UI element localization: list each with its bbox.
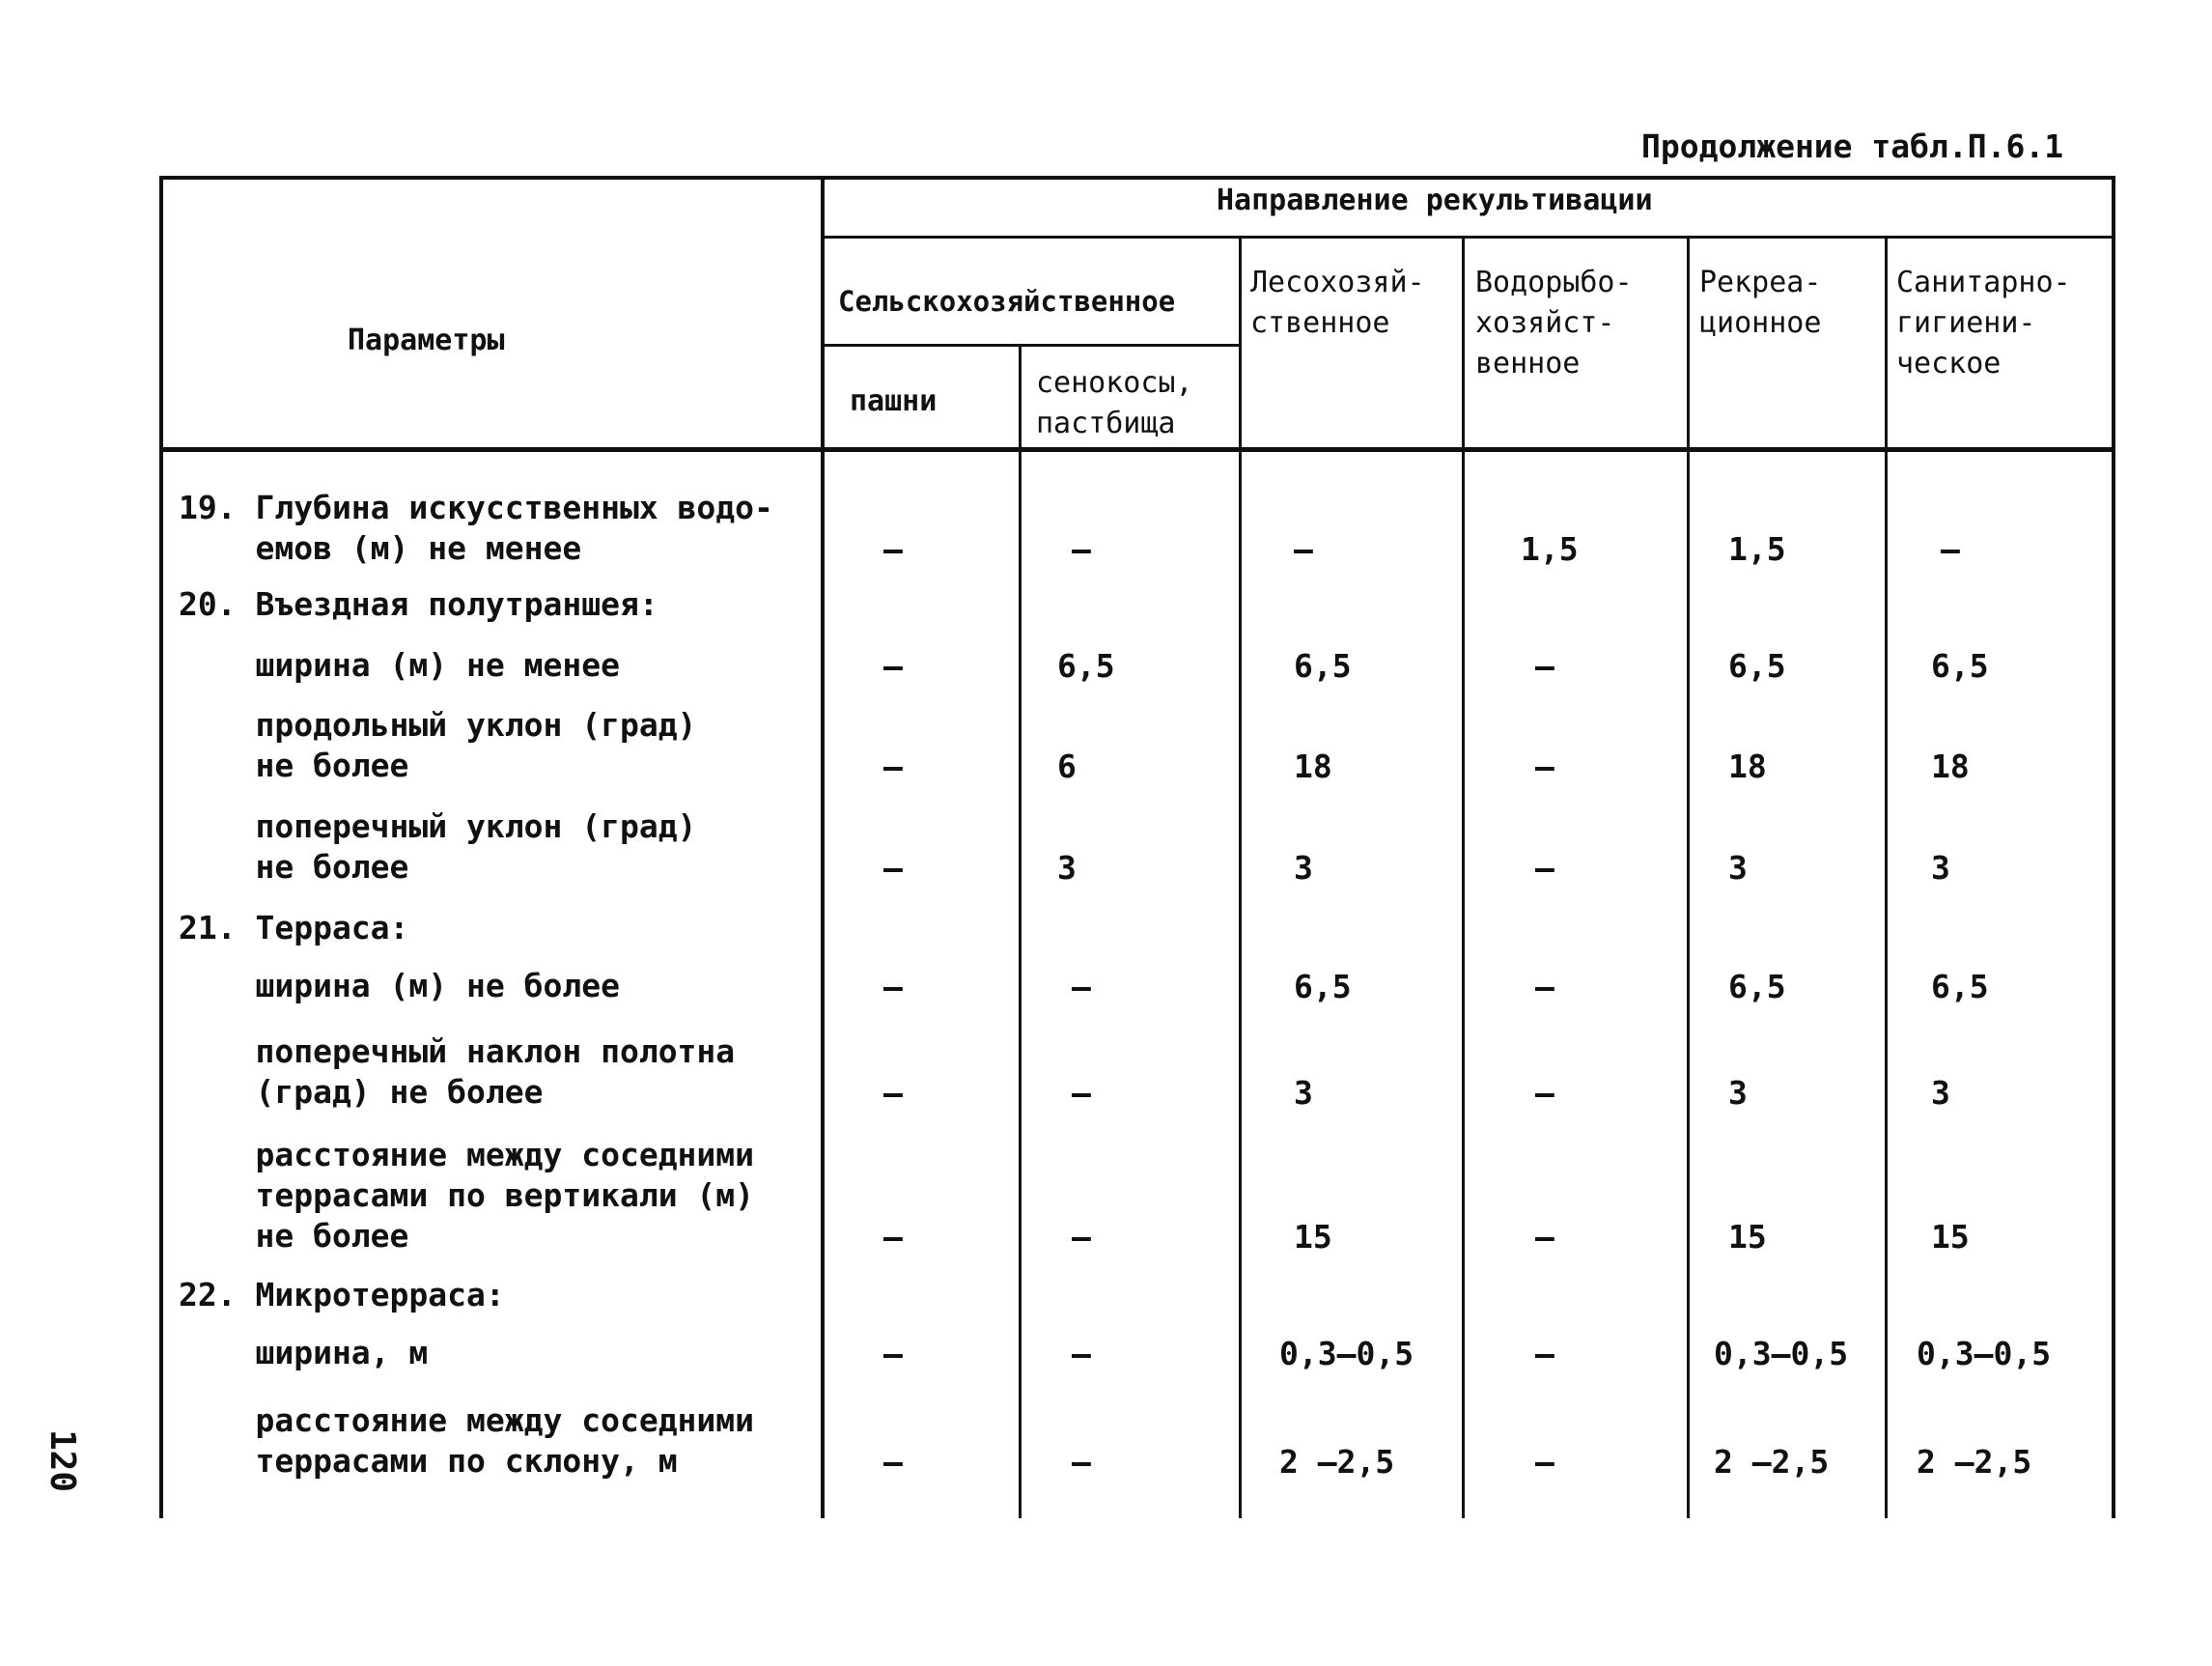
table-cell: 15 [1931, 1218, 1970, 1256]
table-cell: 3 [1931, 849, 1950, 887]
table-cell: – [1072, 1218, 1091, 1256]
col-divider-3 [1239, 236, 1242, 1518]
direction-header: Направление рекультивации [1217, 184, 1653, 217]
table-row-param: продольный уклон (град) не более [255, 706, 697, 784]
table-cell: – [883, 1074, 903, 1112]
page-number: 120 [42, 1429, 82, 1493]
col-divider-4 [1462, 236, 1465, 1518]
table-row-param: 21. Терраса: [179, 909, 409, 946]
table-cell: – [1294, 530, 1313, 568]
table-row-param: ширина (м) не более [179, 967, 620, 1004]
table-cell: 3 [1931, 1074, 1950, 1112]
params-header: Параметры [348, 324, 505, 357]
table-cell: 2 –2,5 [1279, 1443, 1395, 1481]
agri-header-underline [823, 344, 1240, 347]
table-cell: – [883, 849, 903, 887]
table-cell: 6,5 [1931, 647, 1989, 685]
table-row-param: поперечный наклон полотна (град) не более [255, 1032, 736, 1111]
table-row-param: ширина (м) не менее [179, 646, 620, 684]
table-cell: 18 [1931, 748, 1970, 785]
table-cell: 3 [1294, 849, 1313, 887]
table-top-border [159, 176, 2114, 180]
table-cell: – [1072, 1335, 1091, 1372]
table-cell: 6,5 [1294, 647, 1352, 685]
table-cell: – [883, 748, 903, 785]
table-cell: 6,5 [1728, 968, 1786, 1005]
table-caption: Продолжение табл.П.6.1 [1641, 127, 2064, 165]
sanitary-header: Санитарно- гигиени- ческое [1896, 266, 2071, 381]
table-row-param: 19. Глубина искусственных водо- емов (м) не менее [179, 489, 773, 567]
table-cell: 0,3–0,5 [1279, 1335, 1414, 1372]
table-cell: – [1072, 968, 1091, 1005]
table-cell: 2 –2,5 [1714, 1443, 1830, 1481]
table-cell: – [883, 968, 903, 1005]
table-cell: 3 [1728, 849, 1748, 887]
table-cell: – [883, 1443, 903, 1481]
table-row-param: 22. Микротерраса: [179, 1276, 505, 1313]
table-cell: – [1535, 647, 1554, 685]
agri-header: Сельскохозяйственное [838, 285, 1176, 318]
table-cell: – [1535, 748, 1554, 785]
col-divider-1 [821, 176, 825, 1518]
table-cell: 6,5 [1728, 647, 1786, 685]
table-cell: 6,5 [1931, 968, 1989, 1005]
header-bottom-border [159, 447, 2114, 452]
table-cell: – [1072, 1443, 1091, 1481]
table-cell: – [1535, 1443, 1554, 1481]
table-cell: – [1535, 849, 1554, 887]
table-cell: 3 [1294, 1074, 1313, 1112]
table-cell: 6 [1057, 748, 1077, 785]
table-cell: 3 [1057, 849, 1077, 887]
table-cell: 1,5 [1728, 530, 1786, 568]
table-cell: – [1535, 1335, 1554, 1372]
table-row-param: расстояние между соседними террасами по вертикали (м) не более [255, 1136, 755, 1255]
table-cell: – [1072, 1074, 1091, 1112]
recreation-header: Рекреа- ционное [1699, 266, 1822, 340]
table-row-param: ширина, м [179, 1334, 429, 1371]
table-cell: – [1535, 1074, 1554, 1112]
col-divider-6 [1885, 236, 1888, 1518]
table-cell: – [883, 1335, 903, 1372]
right-border [2112, 176, 2115, 1518]
table-cell: 0,3–0,5 [1714, 1335, 1849, 1372]
table-cell: 2 –2,5 [1917, 1443, 2032, 1481]
table-cell: – [883, 647, 903, 685]
col-divider-5 [1687, 236, 1690, 1518]
left-border [159, 176, 163, 1518]
table-cell: – [1535, 968, 1554, 1005]
table-cell: 6,5 [1294, 968, 1352, 1005]
table-cell: 18 [1728, 748, 1767, 785]
table-cell: 6,5 [1057, 647, 1115, 685]
direction-header-underline [823, 236, 2114, 239]
agri-sub-hayfields-header: сенокосы, пастбища [1036, 366, 1193, 440]
table-cell: 15 [1728, 1218, 1767, 1256]
table-cell: – [1941, 530, 1960, 568]
table-cell: – [883, 1218, 903, 1256]
table-cell: 0,3–0,5 [1917, 1335, 2052, 1372]
col-divider-2 [1019, 344, 1022, 1518]
table-cell: – [883, 530, 903, 568]
table-row-param: 20. Въездная полутраншея: [179, 585, 658, 623]
forest-header: Лесохозяй- ственное [1250, 266, 1425, 340]
table-row-param: поперечный уклон (град) не более [255, 807, 697, 886]
table-cell: 3 [1728, 1074, 1748, 1112]
table-cell: – [1072, 530, 1091, 568]
water-header: Водорыбо- хозяйст- венное [1475, 266, 1633, 381]
table-cell: 18 [1294, 748, 1332, 785]
table-cell: 15 [1294, 1218, 1332, 1256]
table-cell: – [1535, 1218, 1554, 1256]
table-cell: 1,5 [1521, 530, 1579, 568]
table-row-param: расстояние между соседними террасами по склону, м [255, 1401, 755, 1480]
agri-sub-arable-header: пашни [850, 384, 938, 418]
